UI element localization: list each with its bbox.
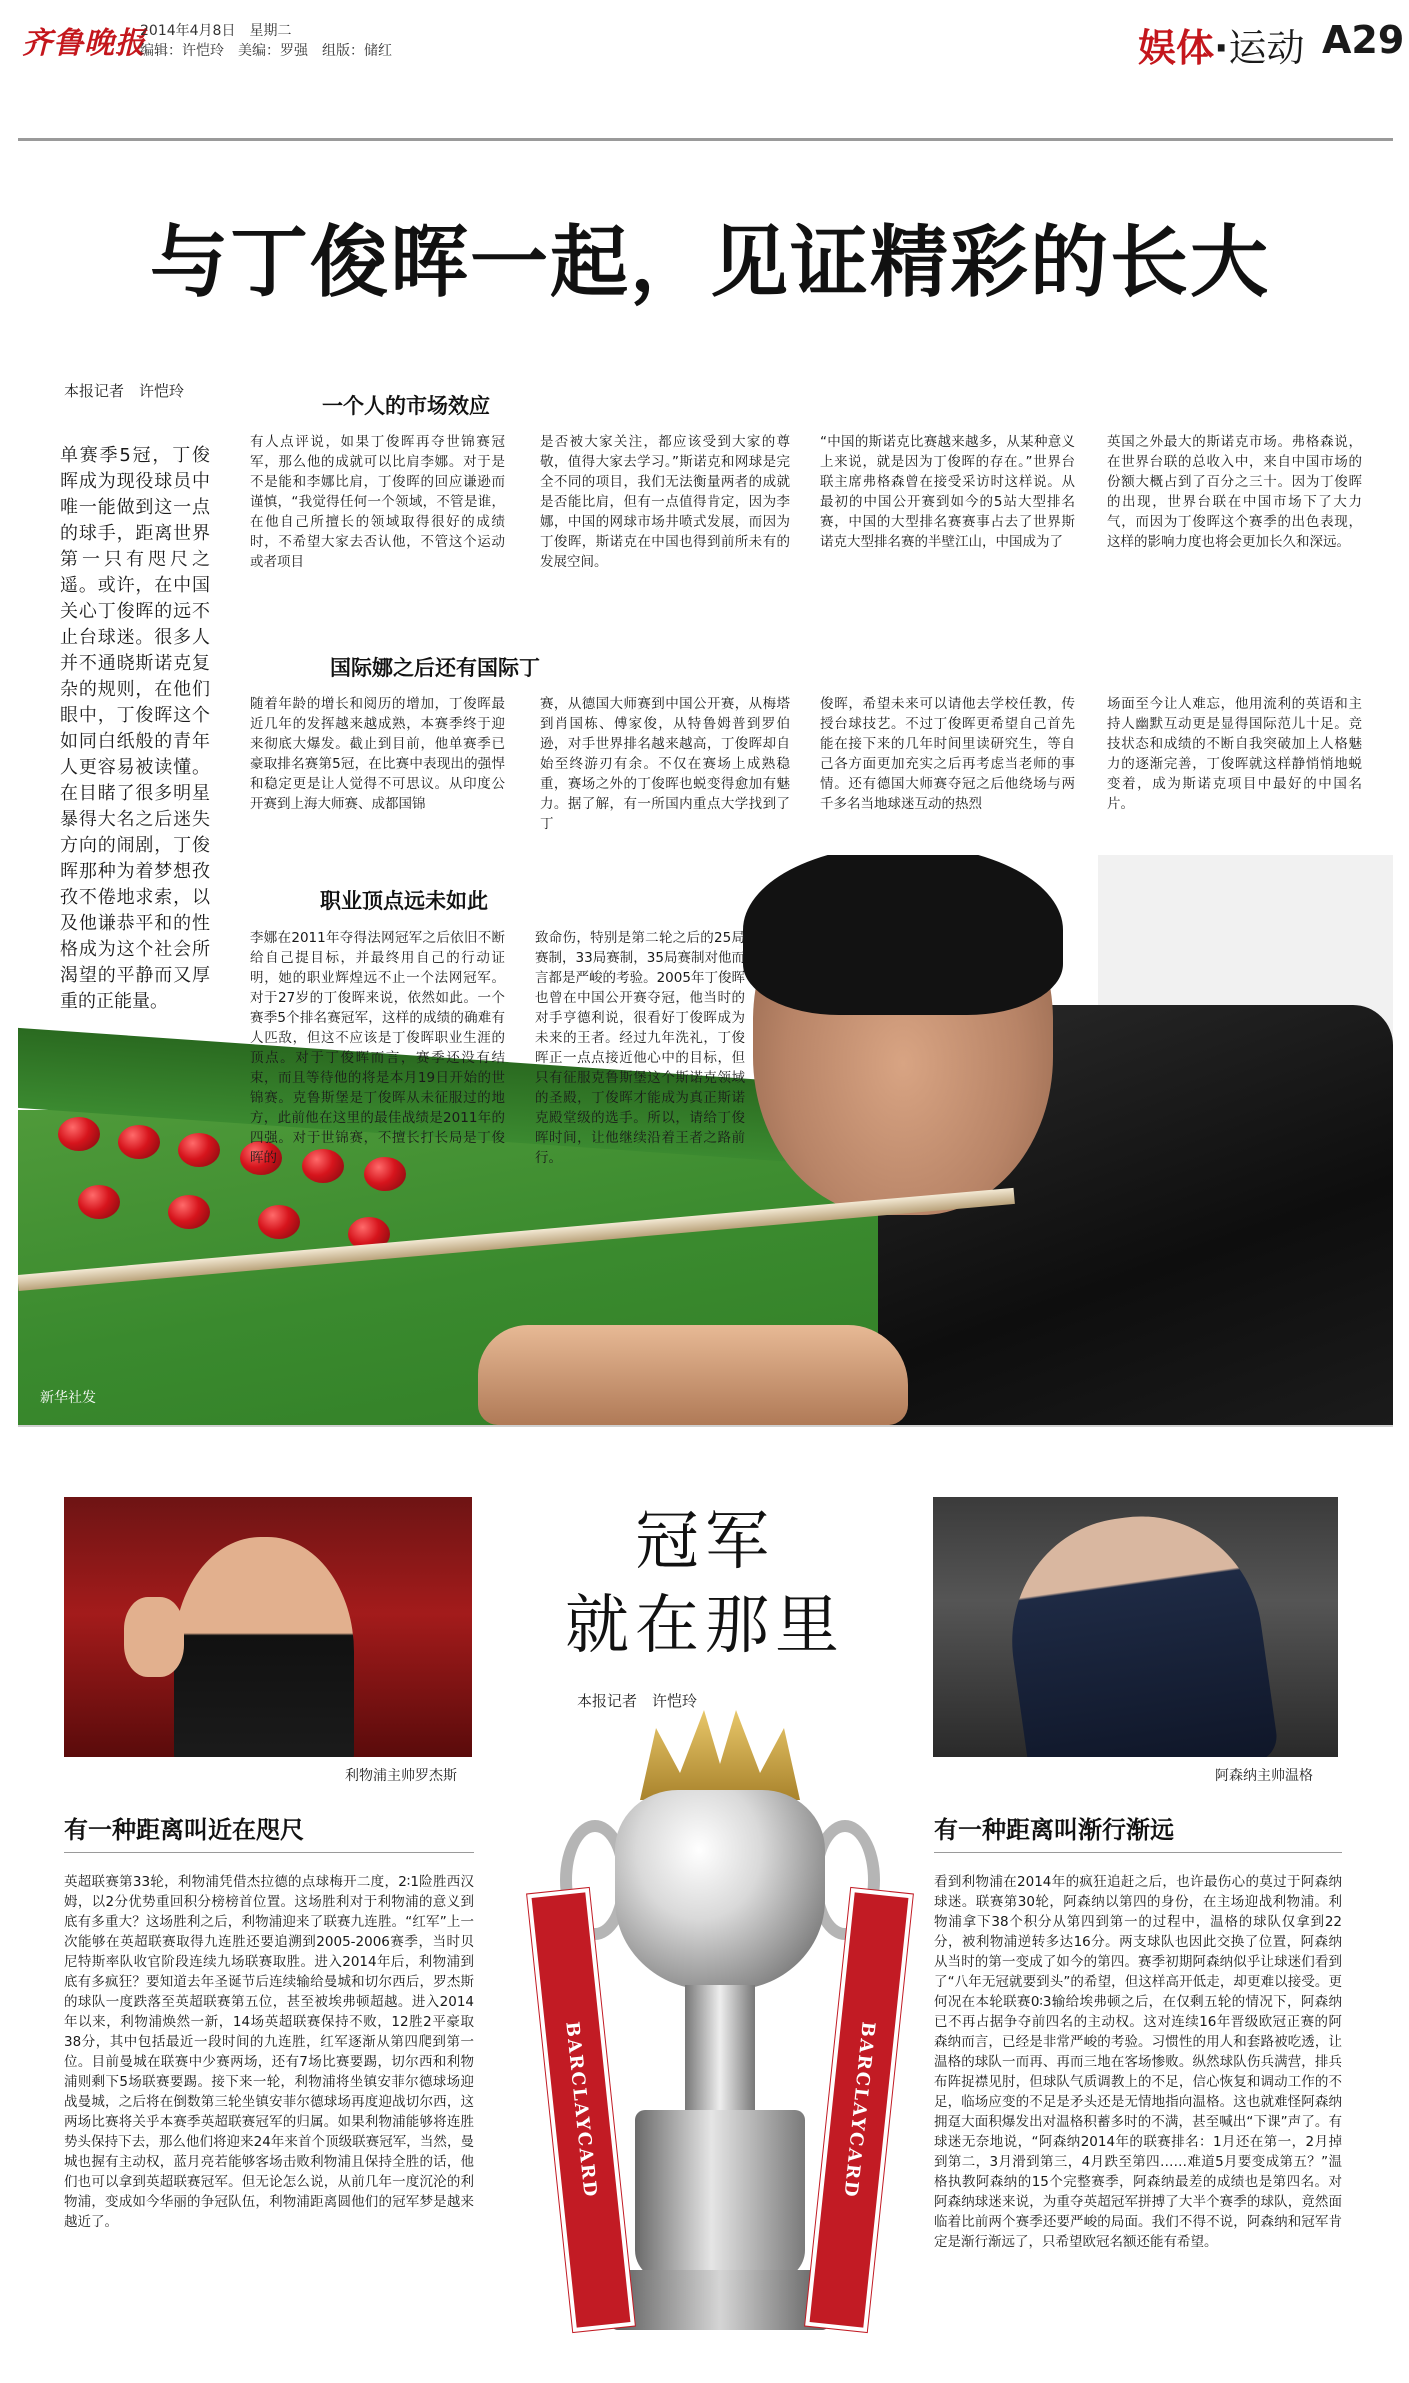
premier-league-trophy — [520, 1710, 920, 2370]
red-ball — [258, 1205, 300, 1239]
staff-credits: 编辑：许恺玲 美编：罗强 组版：储红 — [140, 43, 392, 59]
text-column: 场面至今让人难忘，他用流利的英语和主持人幽默互动更是显得国际范儿十足。竞技状态和成绩的不断自我突破加上人格魅力的逐渐完善，丁俊晖就这样静悄悄地蜕变着，成为斯诺克项目中最好的中国名片。 — [1107, 696, 1362, 812]
right-headline-rule — [934, 1852, 1342, 1853]
page-number: A29 — [1322, 18, 1405, 62]
ribbon-sponsor-text: BARCLAYCARD — [839, 2020, 879, 2200]
issue-date: 2014年4月8日 星期二 — [140, 23, 292, 39]
right-article-headline: 有一种距离叫渐行渐远 — [934, 1816, 1174, 1844]
text-column: 有人点评说，如果丁俊晖再夺世锦赛冠军，那么他的成就可以比肩李娜。对于是不是能和李娜比肩，丁俊晖的回应谦逊而谨慎，“我觉得任何一个领域，不管是谁，在他自己所擅长的领域取得很好的成绩时，不希望大家去否认他，不管这个运动或者项目 — [250, 434, 505, 570]
bottom-byline: 本报记者 许恺玲 — [577, 1692, 698, 1710]
subhead-career-peak: 职业顶点远未如此 — [320, 889, 488, 913]
wenger-photo — [933, 1497, 1338, 1757]
trophy-stem — [685, 1985, 755, 2115]
lead-paragraph: 单赛季5冠，丁俊晖成为现役球员中唯一能做到这一点的球手，距离世界第一只有咫尺之遥。或许，在中国关心丁俊晖的远不止台球迷。很多人并不通晓斯诺克复杂的规则，在他们眼中，丁俊晖这个如同白纸般的青年人更容易被读懂。在目睹了很多明星暴得大名之后迷失方向的闹剧，丁俊晖那种为着梦想孜孜不倦地求索，以及他谦恭平和的性格成为这个社会所渴望的平静而又厚重的正能量。 — [60, 445, 210, 1012]
newspaper-logo: 齐鲁晚报 — [22, 26, 146, 61]
photo-credit: 新华社发 — [40, 1390, 96, 1406]
text-column: 李娜在2011年夺得法网冠军之后依旧不断给自己提目标，并最终用自己的行动证明，她的职业辉煌远不止一个法网冠军。对于27岁的丁俊晖来说，依然如此。一个赛季5个排名赛冠军，这样的成绩的确难有人匹敌，但这不应该是丁俊晖职业生涯的顶点。对于丁俊晖而言，赛季还没有结束，而且等待他的将是本月19日开始的世锦赛。克鲁斯堡是丁俊晖从未征服过的地方，此前他在这里的最佳战绩是2011年的四强。对于世锦赛，不擅长打长局是丁俊晖的 — [250, 930, 505, 1166]
text-column: 是否被大家关注，都应该受到大家的尊敬，值得大家去学习。”斯诺克和网球是完全不同的项目，我们无法衡量两者的成就是否能比肩，但有一点值得肯定，因为李娜，中国的网球市场井喷式发展，而因为丁俊晖，斯诺克在中国也得到前所未有的发展空间。 — [540, 434, 790, 570]
red-ball — [178, 1133, 220, 1167]
header-divider — [18, 138, 1393, 141]
subhead-market-effect: 一个人的市场效应 — [322, 394, 490, 418]
text-column: 俊晖，希望未来可以请他去学校任教，传授台球技艺。不过丁俊晖更希望自己首先能在接下来的几年时间里读研究生，等自己各方面更加充实之后再考虑当老师的事情。还有德国大师赛夺冠之后他绕场与两千多名当地球迷互动的热烈 — [820, 696, 1075, 812]
ribbon-left — [527, 1888, 635, 2332]
feature-title — [520, 1500, 890, 1668]
red-ball — [58, 1117, 100, 1151]
red-ball — [168, 1195, 210, 1229]
rodgers-figure — [174, 1537, 354, 1757]
section-dot: · — [1214, 26, 1229, 70]
left-article-body: 英超联赛第33轮，利物浦凭借杰拉德的点球梅开二度，2∶1险胜西汉姆，以2分优势重回积分榜榜首位置。这场胜利对于利物浦的意义到底有多重大？这场胜利之后，利物浦迎来了联赛九连胜。“红军”上一次能够在英超联赛取得九连胜还要追溯到2005-2006赛季，当时贝尼特斯率队收官阶段连续九场联赛取胜。进入2014年后，利物浦到底有多疯狂？要知道去年圣诞节后连续输给曼城和切尔西后，罗杰斯的球队一度跌落至英超联赛第五位，甚至被埃弗顿超越。进入2014年以来，利物浦焕然一新，14场英超联赛保持不败，12胜2平豪取38分，其中包括最近一段时间的九连胜，红军逐渐从第四爬到第一位。目前曼城在联赛中少赛两场，还有7场比赛要踢，切尔西和利物浦则剩下5场联赛要踢。接下来一轮，利物浦将坐镇安菲尔德球场迎战曼城，之后将在倒数第三轮坐镇安菲尔德球场再度迎战切尔西，这两场比赛将关乎本赛季英超联赛冠军的归属。如果利物浦能够将连胜势头保持下去，那么他们将迎来24年来首个顶级联赛冠军，当然，曼城也握有主动权，蓝月亮若能够客场击败利物浦且保持全胜的话，他们也可以拿到英超联赛冠军。但无论怎么说，从前几年一度沉沦的利物浦，变成如今华丽的争冠队伍，利物浦距离圆他们的冠军梦是越来越近了。 — [64, 1874, 474, 2230]
page-headline: 与丁俊晖一起，见证精彩的长大 — [149, 218, 1270, 308]
section-label — [1138, 17, 1304, 72]
player-hand — [478, 1325, 908, 1425]
rodgers-photo — [64, 1497, 472, 1757]
trophy-cup — [615, 1790, 825, 1990]
text-column: 随着年龄的增长和阅历的增加，丁俊晖最近几年的发挥越来越成熟，本赛季终于迎来彻底大爆发。截止到目前，他单赛季已豪取排名赛第5冠，在比赛中表现出的强悍和稳定更是让人觉得不可思议。从印度公开赛到上海大师赛、成都国锦 — [250, 696, 505, 812]
feature-title-line2: 就在那里 — [565, 1589, 845, 1663]
wenger-figure — [996, 1501, 1280, 1757]
left-photo-caption: 利物浦主帅罗杰斯 — [345, 1768, 457, 1784]
section-main: 娱体 — [1138, 26, 1215, 70]
section-sub: 运动 — [1228, 26, 1305, 70]
ribbon-right — [805, 1888, 913, 2332]
trophy-foot — [610, 2270, 830, 2330]
text-column: “中国的斯诺克比赛越来越多，从某种意义上来说，就是因为丁俊晖的存在。”世界台联主席弗格森曾在接受采访时这样说。从最初的中国公开赛到如今的5站大型排名赛，中国的大型排名赛赛事占去了世界斯诺克大型排名赛的半壁江山，中国成为了 — [820, 434, 1075, 550]
thumbs-up-hand — [124, 1597, 184, 1677]
ribbon-sponsor-text: BARCLAYCARD — [561, 2020, 601, 2200]
player-hair — [743, 855, 1063, 1015]
trophy-base — [635, 2110, 805, 2280]
top-byline: 本报记者 许恺玲 — [64, 382, 185, 400]
subhead-international-ding: 国际娜之后还有国际丁 — [330, 656, 540, 680]
text-column: 英国之外最大的斯诺克市场。弗格森说，在世界台联的总收入中，来自中国市场的份额大概占到了百分之三十。因为丁俊晖的出现，世界台联在中国市场下了大力气，而因为丁俊晖这个赛季的出色表现，这样的影响力度也将会更加长久和深远。 — [1107, 434, 1362, 550]
red-ball — [78, 1185, 120, 1219]
text-column: 赛，从德国大师赛到中国公开赛，从梅塔到肖国栋、傅家俊，从特鲁姆普到罗伯逊，对手世界排名越来越高，丁俊晖却自始至终游刃有余。不仅在赛场上成熟稳重，赛场之外的丁俊晖也蜕变得愈加有魅力。据了解，有一所国内重点大学找到了丁 — [540, 696, 790, 832]
text-column: 致命伤，特别是第二轮之后的25局赛制，33局赛制，35局赛制对他而言都是严峻的考验。2005年丁俊晖也曾在中国公开赛夺冠，他当时的对手亨德利说，很看好丁俊晖成为未来的王者。经过九年洗礼，丁俊晖正一点点接近他心中的目标，但只有征服克鲁斯堡这个斯诺克领域的圣殿，丁俊晖才能成为真正斯诺克殿堂级的选手。所以，请给丁俊晖时间，让他继续沿着王者之路前行。 — [535, 930, 745, 1166]
right-article-body: 看到利物浦在2014年的疯狂追赶之后，也许最伤心的莫过于阿森纳球迷。联赛第30轮，阿森纳以第四的身份，在主场迎战利物浦。利物浦拿下38个积分从第四到第一的过程中，温格的球队仅拿到22分，被利物浦逆转多达16分。两支球队也因此交换了位置，阿森纳从当时的第一变成了如今的第四。赛季初期阿森纳似乎让球迷们看到了“八年无冠就要到头”的希望，但这样高开低走，却更难以接受。更何况在本轮联赛0∶3输给埃弗顿之后，在仅剩五轮的情况下，阿森纳已不再占据争夺前四名的主动权。这对连续16年晋级欧冠正赛的阿森纳而言，已经是非常严峻的考验。习惯性的用人和套路被吃透，让温格的球队一而再、再而三地在客场惨败。纵然球队伤兵满营，排兵布阵捉襟见肘，但球队气质调教上的不足，信心恢复和调动工作的不足，临场应变的不足是矛头还是无情地指向温格。这也就难怪阿森纳拥趸大面积爆发出对温格积蓄多时的不满，甚至喊出“下课”声了。有球迷无奈地说，“阿森纳2014年的联赛排名：1月还在第一，2月掉到第二，3月滑到第三，4月跌至第四……难道5月要变成第五？”温格执教阿森纳的15个完整赛季，阿森纳最差的成绩也是第四名。对阿森纳球迷来说，为重夺英超冠军拼搏了大半个赛季的球队，竟然面临着比前两个赛季还要严峻的局面。我们不得不说，阿森纳和冠军肯定是渐行渐远了，只希望欧冠名额还能有希望。 — [934, 1874, 1342, 2250]
left-headline-rule — [64, 1852, 474, 1853]
masthead — [0, 0, 1409, 150]
trophy-crown — [640, 1710, 800, 1800]
feature-title-line1: 冠军 — [635, 1505, 775, 1579]
left-article-headline: 有一种距离叫近在咫尺 — [64, 1816, 304, 1844]
right-photo-caption: 阿森纳主帅温格 — [1215, 1768, 1313, 1784]
red-ball — [118, 1125, 160, 1159]
section-divider — [18, 1425, 1393, 1427]
